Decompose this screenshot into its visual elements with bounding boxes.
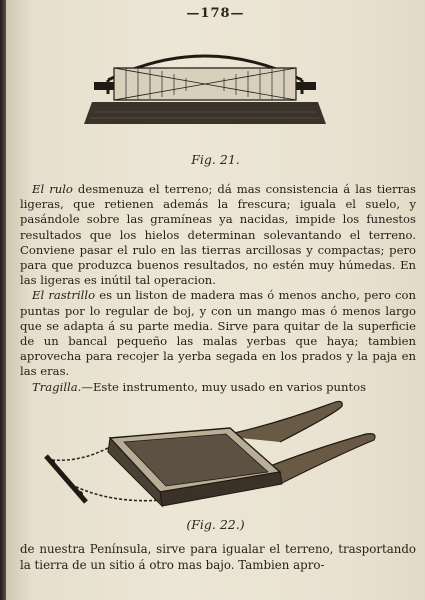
paragraph-rulo <box>20 182 416 288</box>
body-text <box>20 182 416 395</box>
text-tragilla: —Este instrumento, muy usado en varios puntos <box>81 379 367 394</box>
book-page <box>6 0 425 600</box>
page-number: —178— <box>186 6 245 21</box>
continuation-text <box>20 541 416 573</box>
roller-illustration <box>80 38 330 130</box>
text-rulo: desmenuza el terreno; dá mas consistencia á las tierras ligeras, que retienen además la frescura; iguala el suelo, y pasándole sobre las gramíneas ya nacidas, impide los funestos resultados que los hielos determinan solevantando el terreno. Conviene pasar el rulo en las tierras arcillosas y compactas; pero para que produzca buenos resultados, no estén muy húmedas. En las ligeras es inútil tal operacion. <box>20 182 416 288</box>
figure-22-caption: (Fig. 22.) <box>186 517 245 532</box>
term-rastrillo: El rastrillo <box>32 288 96 303</box>
paragraph-continuation: de nuestra Península, sirve para igualar el terreno, trasportando la tierra de un sitio á otro mas bajo. Tambien apro- <box>20 542 416 572</box>
figure-21-caption: Fig. 21. <box>191 152 240 167</box>
paragraph-rastrillo <box>20 288 416 379</box>
term-rulo: El rulo <box>32 182 73 196</box>
text-rastrillo: es un liston de madera mas ó menos ancho, pero con puntas por lo regular de boj, y con un mango mas ó menos largo que se adapta á su parte media. Sirve para quitar de la superficie de un bancal pequeño las malas yerbas que haya; tambien aprovecha para recojer la yerba segada en los prados y la paja en las eras. <box>20 288 416 379</box>
term-tragilla: Tragilla. <box>32 379 82 394</box>
tragilla-illustration <box>40 392 380 516</box>
